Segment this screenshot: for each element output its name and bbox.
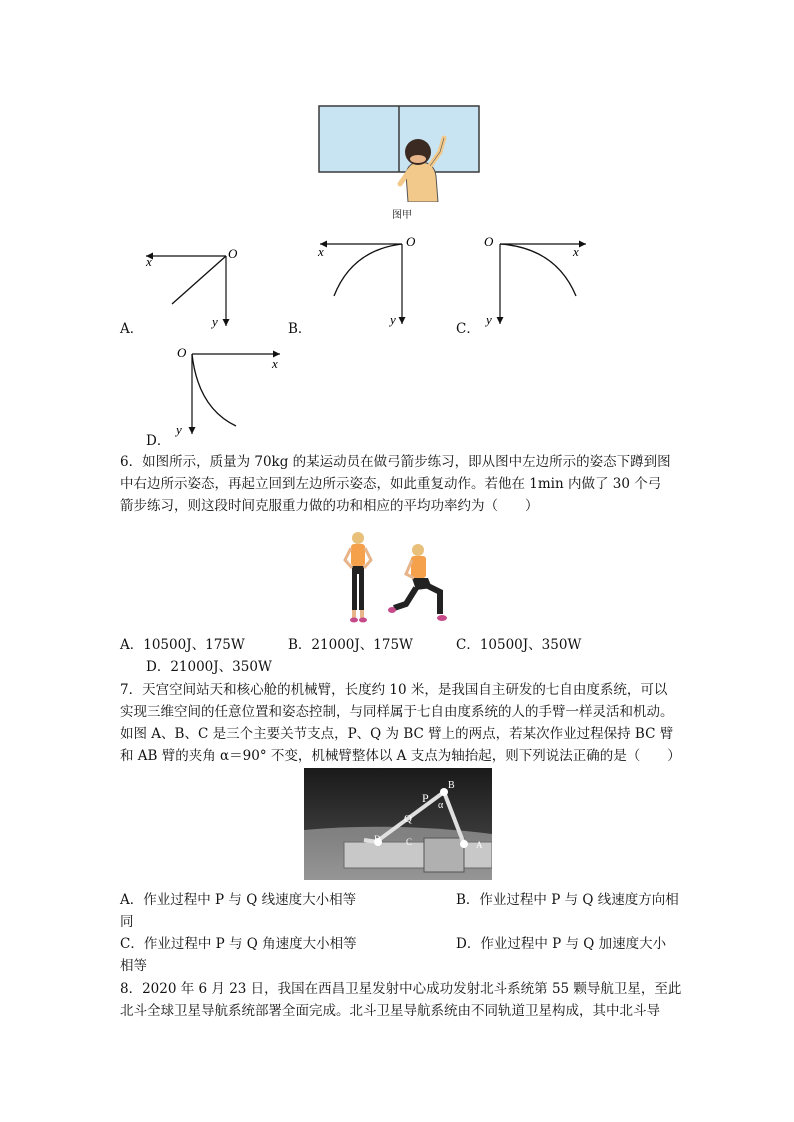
q5-graph-b-y-label: y <box>390 312 396 327</box>
q6-text-line1: 6．如图所示，质量为 70kg 的某运动员在做弓箭步练习，即从图中左边所示的姿态下蹲到图 <box>120 454 671 470</box>
q7-label-c: C <box>406 837 413 847</box>
q5-graph-b-trajectory <box>334 244 402 296</box>
q6-lunge-photo <box>332 530 458 628</box>
q5-graph-d-x-label: x <box>272 356 278 371</box>
q5-graph-c-trajectory <box>500 244 576 296</box>
q7-option-a[interactable]: A．作业过程中 P 与 Q 线速度大小相等 <box>120 892 357 908</box>
q7-label-p: P <box>422 791 429 805</box>
q7-option-b[interactable]: B．作业过程中 P 与 Q 线速度方向相 <box>456 892 679 908</box>
q5-graph-b-origin-label: O <box>406 234 416 249</box>
q7-label-a: A <box>476 840 483 850</box>
q5-graph-b <box>312 232 422 332</box>
q5-graph-a-y-label: y <box>212 314 218 329</box>
q7-option-c[interactable]: C．作业过程中 P 与 Q 角速度大小相等 <box>120 936 357 952</box>
q5-option-b-label[interactable]: B． <box>288 321 312 337</box>
q6-option-b[interactable]: B．21000J、175W <box>288 637 413 653</box>
q5-graph-c-origin-label: O <box>484 234 494 249</box>
q7-text-line4: 和 AB 臂的夹角 α＝90° 不变，机械臂整体以 A 支点为轴抬起，则下列说法正确的是（ ） <box>120 748 681 764</box>
q6-athletes-illustration <box>332 530 458 628</box>
q5-graph-c-x-label: x <box>573 244 579 259</box>
q5-option-d-label[interactable]: D． <box>146 433 171 449</box>
q7-label-alpha: α <box>438 800 444 811</box>
q7-option-d[interactable]: D．作业过程中 P 与 Q 加速度大小 <box>456 936 667 952</box>
q5-option-a-label[interactable]: A． <box>120 321 144 337</box>
q7-option-d-cont: 相等 <box>120 958 147 974</box>
q7-label-d: D <box>374 834 381 844</box>
q5-graph-a-x-label: x <box>146 254 152 269</box>
q5-graph-d <box>172 342 292 442</box>
q8-text-line2: 北斗全球卫星导航系统部署全面完成。北斗卫星导航系统由不同轨道卫星构成，其中北斗导 <box>120 1003 660 1019</box>
q5-graph-c <box>480 232 590 332</box>
q7-text-line2: 实现三维空间的任意位置和姿态控制，与同样属于七自由度系统的人的手臂一样灵活和机动。 <box>120 704 674 720</box>
q6-text-line3: 箭步练习，则这段时间克服重力做的功和相应的平均功率约为（ ） <box>120 498 539 514</box>
q5-graph-a <box>140 238 250 334</box>
q8-text-line1: 8．2020 年 6 月 23 日，我国在西昌卫星发射中心成功发射北斗系统第 55 颗导航卫星，至此 <box>120 981 682 997</box>
q5-graph-d-origin-label: O <box>177 345 187 360</box>
q7-text-line1: 7．天宫空间站天和核心舱的机械臂，长度约 10 米，是我国自主研发的七自由度系统，可以 <box>120 682 668 698</box>
q5-graph-c-y-label: y <box>486 312 492 327</box>
q7-label-b: B <box>448 780 455 791</box>
figure-jia-illustration <box>316 104 482 202</box>
q5-graph-a-trajectory <box>172 256 226 304</box>
q6-option-a[interactable]: A．10500J、175W <box>120 637 245 653</box>
q5-graph-a-origin-label: O <box>228 246 238 261</box>
q5-graph-d-y-label: y <box>176 422 182 437</box>
q6-option-c[interactable]: C．10500J、350W <box>456 637 582 653</box>
q6-text-line2: 中右边所示姿态，再起立回到左边所示姿态，如此重复动作。若他在 1min 内做了 30 个弓 <box>120 476 662 492</box>
figure-jia-caption: 图甲 <box>392 210 412 221</box>
figure-jia <box>316 104 482 202</box>
q7-text-line3: 如图 A、B、C 是三个主要关节支点，P、Q 为 BC 臂上的两点，若某次作业过程保持 BC 臂 <box>120 726 674 742</box>
q5-option-c-label[interactable]: C． <box>456 321 480 337</box>
q7-option-b-cont: 同 <box>120 914 134 930</box>
q5-graph-d-trajectory <box>192 354 236 426</box>
q7-robot-arm-photo <box>304 768 492 880</box>
q7-label-q: Q <box>404 813 412 825</box>
q6-option-d[interactable]: D．21000J、350W <box>146 659 272 675</box>
q5-graph-b-x-label: x <box>318 244 324 259</box>
